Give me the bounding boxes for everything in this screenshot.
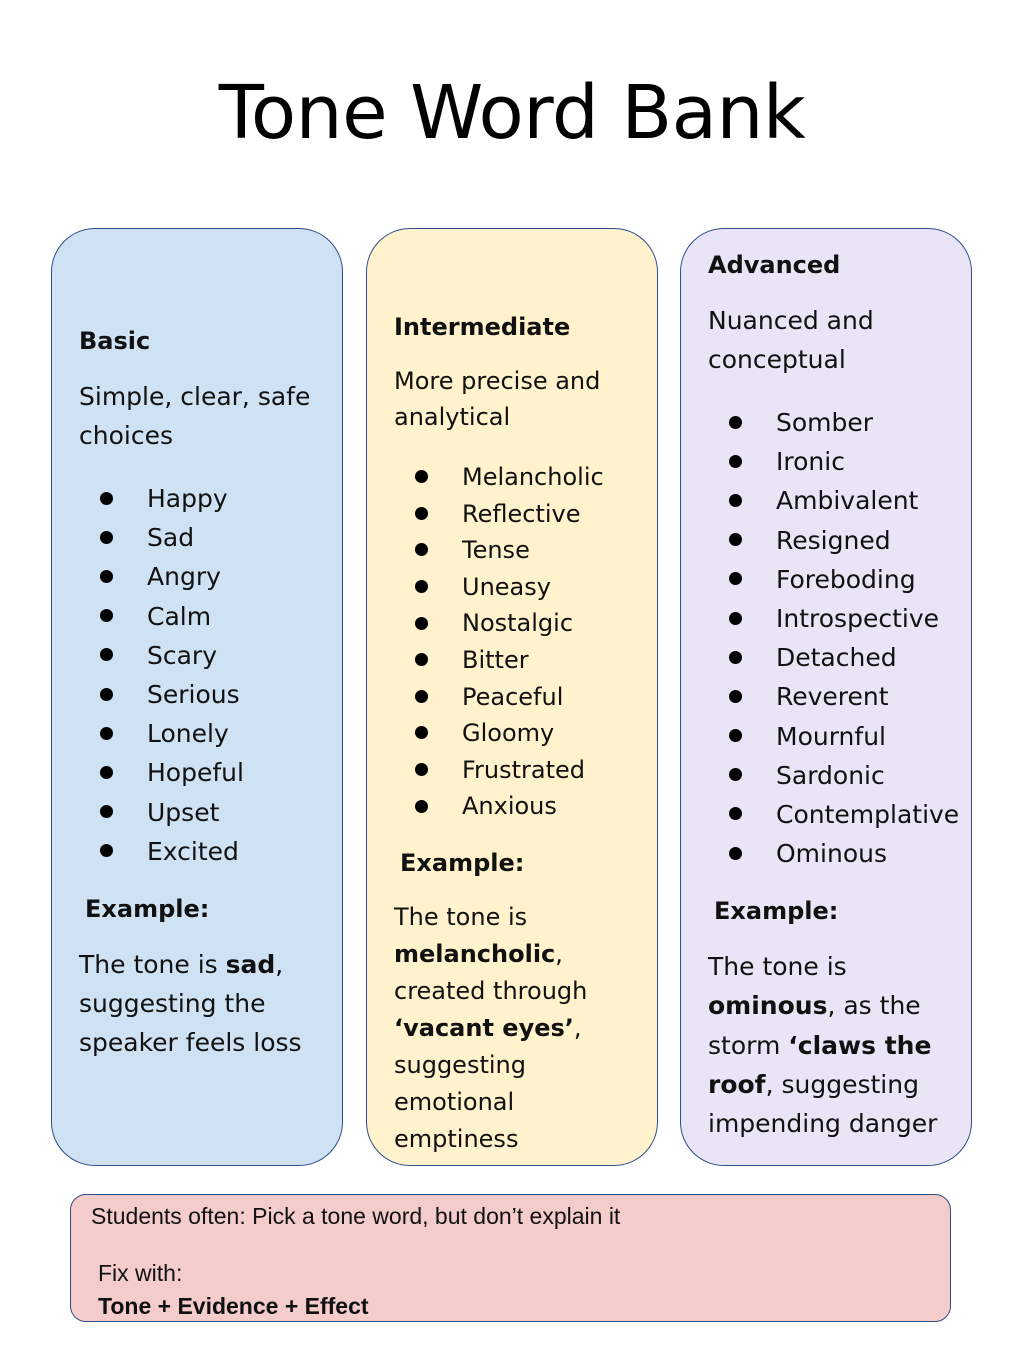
tone-word-item: Happy: [79, 479, 328, 518]
tone-word-item: Contemplative: [708, 795, 957, 834]
intermediate-subtitle: More precise and analytical: [394, 367, 601, 431]
example-text-part: , suggesting emotional emptiness: [394, 1013, 582, 1153]
advanced-example-text: [708, 947, 957, 1143]
example-bold-part: ‘vacant eyes’: [394, 1013, 574, 1042]
tone-word-item: Reflective: [394, 496, 643, 533]
basic-heading: Basic: [79, 327, 151, 355]
basic-subtitle: Simple, clear, safe choices: [79, 382, 311, 450]
tone-word-item: Lonely: [79, 714, 328, 753]
tone-word-item: Uneasy: [394, 569, 643, 606]
tone-word-item: Introspective: [708, 599, 957, 638]
example-bold-part: sad: [225, 949, 276, 979]
example-bold-part: ‘claws the roof: [708, 1030, 932, 1099]
tone-word-item: Upset: [79, 793, 328, 832]
tone-word-item: Mournful: [708, 717, 957, 756]
tone-word-item: Ambivalent: [708, 481, 957, 520]
tone-word-item: Ominous: [708, 834, 957, 873]
example-bold-part: ominous: [708, 991, 828, 1021]
example-bold-part: melancholic: [394, 939, 556, 968]
advanced-card: [680, 228, 972, 1166]
tip-fix-label: Fix with:: [98, 1260, 183, 1286]
basic-example-heading: Example:: [85, 894, 210, 923]
tone-word-item: Angry: [79, 557, 328, 596]
example-text-part: The tone is: [79, 949, 226, 979]
basic-example-text: [79, 945, 328, 1063]
example-text-part: , suggesting impending danger: [708, 1069, 938, 1139]
tone-word-item: Hopeful: [79, 753, 328, 792]
tone-word-item: Serious: [79, 675, 328, 714]
tone-word-item: Reverent: [708, 677, 957, 716]
tone-word-item: Melancholic: [394, 459, 643, 496]
intermediate-word-list: [394, 459, 643, 825]
tone-word-item: Ironic: [708, 442, 957, 481]
intermediate-heading: Intermediate: [394, 313, 571, 341]
example-text-part: , created through: [394, 939, 588, 1005]
example-text-part: The tone is: [394, 902, 528, 931]
tone-word-item: Scary: [79, 636, 328, 675]
tone-word-item: Detached: [708, 638, 957, 677]
basic-card: [51, 228, 343, 1166]
intermediate-example-text: [394, 899, 643, 1158]
advanced-word-list: [708, 403, 960, 873]
example-text-part: The tone is: [708, 952, 847, 982]
tone-word-item: Excited: [79, 832, 328, 871]
tone-word-item: Somber: [708, 403, 957, 442]
tone-word-item: Frustrated: [394, 752, 643, 789]
intermediate-example-heading: Example:: [400, 848, 525, 877]
tone-word-item: Sardonic: [708, 756, 957, 795]
advanced-subtitle: Nuanced and conceptual: [708, 306, 874, 374]
example-text-part: , suggesting the speaker feels loss: [79, 949, 302, 1058]
tone-word-item: Bitter: [394, 642, 643, 679]
tone-word-item: Gloomy: [394, 715, 643, 752]
tone-word-item: Resigned: [708, 521, 957, 560]
tone-word-item: Calm: [79, 597, 328, 636]
tone-word-item: Foreboding: [708, 560, 957, 599]
tone-word-item: Peaceful: [394, 679, 643, 716]
page-title: Tone Word Bank: [218, 70, 806, 156]
advanced-heading: Advanced: [708, 251, 841, 279]
tip-fix-formula: Tone + Evidence + Effect: [98, 1293, 369, 1319]
tone-word-item: Sad: [79, 518, 328, 557]
tone-word-item: Anxious: [394, 788, 643, 825]
basic-word-list: [79, 479, 328, 871]
intermediate-card: [366, 228, 658, 1166]
advanced-example-heading: Example:: [714, 897, 839, 926]
tone-word-item: Nostalgic: [394, 605, 643, 642]
tip-box: [70, 1194, 951, 1322]
tone-word-item: Tense: [394, 532, 643, 569]
example-text-part: , as the storm: [708, 991, 921, 1060]
tip-problem-text: Students often: Pick a tone word, but don’t explain it: [91, 1203, 621, 1229]
